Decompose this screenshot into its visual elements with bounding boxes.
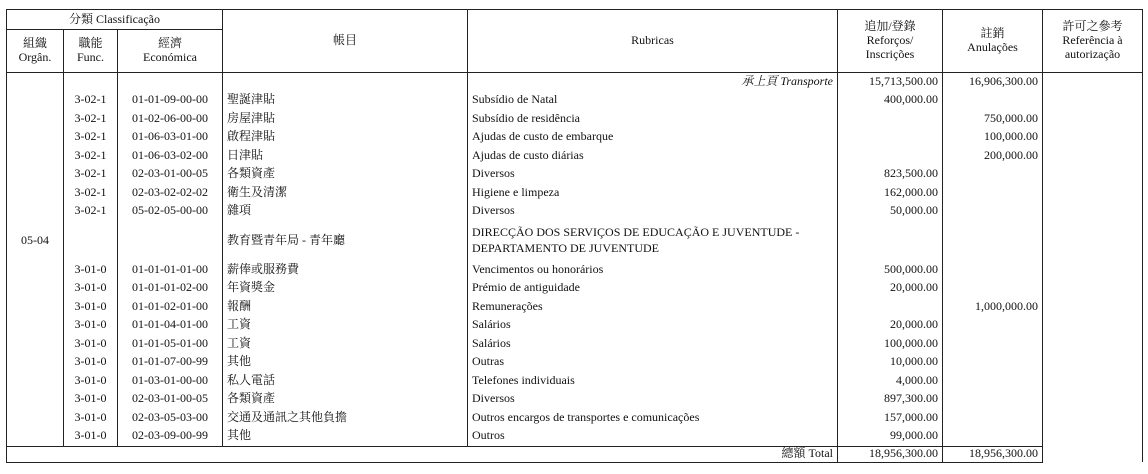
reference-cell xyxy=(1043,128,1143,147)
item-zh: 衛生及清潔 xyxy=(223,184,468,203)
anulacoes-cell xyxy=(943,202,1043,221)
reforcos-cell: 100,000.00 xyxy=(838,335,943,354)
classification-header: 分類 Classificação xyxy=(7,10,223,30)
section-organ: 05-04 xyxy=(7,221,64,261)
anulacoes-cell xyxy=(943,335,1043,354)
econ-cell: 01-06-03-02-00 xyxy=(118,147,223,166)
organ-cell xyxy=(7,335,64,354)
reforcos-cell xyxy=(838,298,943,317)
func-cell: 3-01-0 xyxy=(64,335,118,354)
total-anulacoes: 18,956,300.00 xyxy=(943,446,1043,462)
item-pt: Salários xyxy=(468,335,838,354)
organ-cell xyxy=(7,427,64,446)
table-row xyxy=(7,316,1143,335)
reference-cell xyxy=(1043,184,1143,203)
reforcos-cell: 99,000.00 xyxy=(838,427,943,446)
item-zh: 工資 xyxy=(223,316,468,335)
organ-cell xyxy=(7,91,64,110)
func-header-pt: Func. xyxy=(77,50,104,64)
transport-reforcos: 15,713,500.00 xyxy=(838,73,943,92)
rows-block-b xyxy=(7,261,1143,447)
item-zh: 雜項 xyxy=(223,202,468,221)
reforcos-cell: 823,500.00 xyxy=(838,165,943,184)
func-cell: 3-01-0 xyxy=(64,390,118,409)
func-cell: 3-01-0 xyxy=(64,372,118,391)
func-cell: 3-02-1 xyxy=(64,128,118,147)
item-zh: 交通及通訊之其他負擔 xyxy=(223,409,468,428)
reference-cell xyxy=(1043,147,1143,166)
econ-cell: 01-01-05-01-00 xyxy=(118,335,223,354)
reforcos-cell: 897,300.00 xyxy=(838,390,943,409)
item-pt: Higiene e limpeza xyxy=(468,184,838,203)
reforcos-cell: 50,000.00 xyxy=(838,202,943,221)
func-cell: 3-02-1 xyxy=(64,184,118,203)
econ-header-pt: Económica xyxy=(143,50,197,64)
item-zh: 私人電話 xyxy=(223,372,468,391)
item-zh: 日津貼 xyxy=(223,147,468,166)
item-pt: Outras xyxy=(468,353,838,372)
item-zh: 其他 xyxy=(223,427,468,446)
func-cell: 3-02-1 xyxy=(64,147,118,166)
table-row xyxy=(7,91,1143,110)
reference-cell xyxy=(1043,298,1143,317)
econ-header xyxy=(118,30,223,73)
econ-cell: 01-01-01-02-00 xyxy=(118,279,223,298)
reforcos-cell: 500,000.00 xyxy=(838,261,943,280)
reforcos-cell: 10,000.00 xyxy=(838,353,943,372)
rows-block-a xyxy=(7,91,1143,221)
item-pt: Outros encargos de transportes e comunicações xyxy=(468,409,838,428)
func-cell: 3-01-0 xyxy=(64,279,118,298)
table-row xyxy=(7,409,1143,428)
organ-cell xyxy=(7,147,64,166)
anulacoes-cell: 100,000.00 xyxy=(943,128,1043,147)
func-cell: 3-01-0 xyxy=(64,353,118,372)
table-row xyxy=(7,390,1143,409)
item-pt: Diversos xyxy=(468,390,838,409)
func-cell: 3-02-1 xyxy=(64,165,118,184)
anulacoes-cell xyxy=(943,390,1043,409)
table-row xyxy=(7,147,1143,166)
reforcos-header xyxy=(838,10,943,73)
table-row xyxy=(7,261,1143,280)
transport-label: 承上頁 Transporte xyxy=(468,73,838,92)
reforcos-cell xyxy=(838,147,943,166)
organ-cell xyxy=(7,128,64,147)
func-cell: 3-01-0 xyxy=(64,409,118,428)
reference-header-pt2: autorização xyxy=(1064,46,1121,61)
func-cell: 3-02-1 xyxy=(64,91,118,110)
econ-cell: 01-01-07-00-99 xyxy=(118,353,223,372)
item-zh: 各類資產 xyxy=(223,165,468,184)
econ-cell: 02-03-09-00-99 xyxy=(118,427,223,446)
table-header xyxy=(7,10,1143,73)
anulacoes-cell: 200,000.00 xyxy=(943,147,1043,166)
item-pt: Diversos xyxy=(468,165,838,184)
func-cell: 3-01-0 xyxy=(64,298,118,317)
total-block xyxy=(7,446,1143,462)
organ-cell xyxy=(7,110,64,129)
reforcos-cell: 157,000.00 xyxy=(838,409,943,428)
pt-title-header: Rubricas xyxy=(468,10,838,73)
anulacoes-cell xyxy=(943,261,1043,280)
item-zh: 年資獎金 xyxy=(223,279,468,298)
anulacoes-header-zh: 註銷 xyxy=(980,26,1005,41)
anulacoes-cell xyxy=(943,427,1043,446)
table-row xyxy=(7,372,1143,391)
table-row xyxy=(7,335,1143,354)
func-cell: 3-02-1 xyxy=(64,110,118,129)
item-pt: Vencimentos ou honorários xyxy=(468,261,838,280)
table-row xyxy=(7,298,1143,317)
organ-header-zh: 組織 xyxy=(22,36,47,51)
func-cell: 3-01-0 xyxy=(64,261,118,280)
item-pt: Ajudas de custo diárias xyxy=(468,147,838,166)
reference-cell xyxy=(1043,390,1143,409)
transport-row xyxy=(7,73,1143,92)
total-label: 總額 Total xyxy=(468,446,838,462)
func-header xyxy=(64,30,118,73)
reference-cell xyxy=(1043,316,1143,335)
econ-cell: 02-03-05-03-00 xyxy=(118,409,223,428)
item-pt: Remunerações xyxy=(468,298,838,317)
reforcos-header-pt1: Reforços/ xyxy=(866,33,914,48)
item-pt: Ajudas de custo de embarque xyxy=(468,128,838,147)
section-row xyxy=(7,221,1143,261)
func-header-zh: 職能 xyxy=(78,36,103,51)
reference-cell xyxy=(1043,353,1143,372)
econ-cell: 02-03-02-02-02 xyxy=(118,184,223,203)
organ-header-pt: Orgân. xyxy=(18,50,52,64)
budget-table xyxy=(6,9,1143,463)
reference-cell xyxy=(1043,372,1143,391)
total-reforcos: 18,956,300.00 xyxy=(838,446,943,462)
econ-cell: 02-03-01-00-05 xyxy=(118,165,223,184)
item-zh: 其他 xyxy=(223,353,468,372)
table-row xyxy=(7,353,1143,372)
econ-cell: 05-02-05-00-00 xyxy=(118,202,223,221)
reference-cell xyxy=(1043,427,1143,446)
reforcos-cell: 400,000.00 xyxy=(838,91,943,110)
reference-cell xyxy=(1043,110,1143,129)
table-row xyxy=(7,110,1143,129)
econ-header-zh: 經濟 xyxy=(157,36,182,51)
item-pt: Subsídio de Natal xyxy=(468,91,838,110)
reference-cell xyxy=(1043,261,1143,280)
organ-cell xyxy=(7,316,64,335)
reforcos-header-zh: 追加/登錄 xyxy=(864,19,916,34)
table-row xyxy=(7,202,1143,221)
reforcos-cell: 4,000.00 xyxy=(838,372,943,391)
func-cell: 3-02-1 xyxy=(64,202,118,221)
econ-cell: 01-01-04-01-00 xyxy=(118,316,223,335)
table-row xyxy=(7,184,1143,203)
anulacoes-cell xyxy=(943,372,1043,391)
item-pt: Salários xyxy=(468,316,838,335)
reference-cell xyxy=(1043,279,1143,298)
econ-cell: 01-01-01-01-00 xyxy=(118,261,223,280)
reforcos-cell: 20,000.00 xyxy=(838,279,943,298)
organ-cell xyxy=(7,202,64,221)
func-cell: 3-01-0 xyxy=(64,427,118,446)
section-title-zh: 教育暨青年局 - 青年廳 xyxy=(223,221,468,261)
table-row xyxy=(7,165,1143,184)
reference-cell xyxy=(1043,91,1143,110)
reference-header-pt1: Referência à xyxy=(1062,33,1123,48)
econ-cell: 01-03-01-00-00 xyxy=(118,372,223,391)
organ-cell xyxy=(7,390,64,409)
anulacoes-cell xyxy=(943,353,1043,372)
item-zh: 啟程津貼 xyxy=(223,128,468,147)
anulacoes-header xyxy=(943,10,1043,73)
organ-cell xyxy=(7,409,64,428)
reference-cell xyxy=(1043,202,1143,221)
econ-cell: 01-02-06-00-00 xyxy=(118,110,223,129)
item-zh: 各類資產 xyxy=(223,390,468,409)
transport-anulacoes: 16,906,300.00 xyxy=(943,73,1043,92)
econ-cell: 02-03-01-00-05 xyxy=(118,390,223,409)
reference-cell xyxy=(1043,335,1143,354)
func-cell: 3-01-0 xyxy=(64,316,118,335)
reforcos-cell: 162,000.00 xyxy=(838,184,943,203)
reference-cell xyxy=(1043,165,1143,184)
anulacoes-cell xyxy=(943,165,1043,184)
table-row xyxy=(7,427,1143,446)
reference-header-zh: 許可之參考 xyxy=(1062,19,1123,34)
total-row xyxy=(7,446,1143,462)
anulacoes-cell: 750,000.00 xyxy=(943,110,1043,129)
item-zh: 房屋津貼 xyxy=(223,110,468,129)
organ-cell xyxy=(7,353,64,372)
table-row xyxy=(7,128,1143,147)
table-body xyxy=(7,73,1143,92)
reference-cell xyxy=(1043,409,1143,428)
item-pt: Telefones individuais xyxy=(468,372,838,391)
econ-cell: 01-01-02-01-00 xyxy=(118,298,223,317)
item-pt: Diversos xyxy=(468,202,838,221)
reforcos-cell: 20,000.00 xyxy=(838,316,943,335)
item-pt: Prémio de antiguidade xyxy=(468,279,838,298)
organ-cell xyxy=(7,298,64,317)
econ-cell: 01-06-03-01-00 xyxy=(118,128,223,147)
organ-cell xyxy=(7,184,64,203)
anulacoes-cell xyxy=(943,91,1043,110)
anulacoes-cell xyxy=(943,279,1043,298)
item-pt: Subsídio de residência xyxy=(468,110,838,129)
organ-cell xyxy=(7,165,64,184)
item-zh: 工資 xyxy=(223,335,468,354)
item-zh: 報酬 xyxy=(223,298,468,317)
section-title-pt: DIRECÇÃO DOS SERVIÇOS DE EDUCAÇÃO E JUVENTUDE - DEPARTAMENTO DE JUVENTUDE xyxy=(468,221,838,261)
reference-header xyxy=(1043,10,1143,73)
organ-header xyxy=(7,30,64,73)
econ-cell: 01-01-09-00-00 xyxy=(118,91,223,110)
organ-cell xyxy=(7,261,64,280)
anulacoes-cell: 1,000,000.00 xyxy=(943,298,1043,317)
anulacoes-cell xyxy=(943,409,1043,428)
organ-cell xyxy=(7,372,64,391)
organ-cell xyxy=(7,279,64,298)
anulacoes-header-pt: Anulações xyxy=(967,40,1018,54)
table-row xyxy=(7,279,1143,298)
anulacoes-cell xyxy=(943,184,1043,203)
reforcos-header-pt2: Inscrições xyxy=(865,46,915,61)
section-block xyxy=(7,221,1143,261)
item-zh: 聖誕津貼 xyxy=(223,91,468,110)
reforcos-cell xyxy=(838,128,943,147)
reforcos-cell xyxy=(838,110,943,129)
item-pt: Outros xyxy=(468,427,838,446)
item-zh: 薪俸或服務費 xyxy=(223,261,468,280)
zh-title-header: 帳目 xyxy=(223,10,468,73)
anulacoes-cell xyxy=(943,316,1043,335)
